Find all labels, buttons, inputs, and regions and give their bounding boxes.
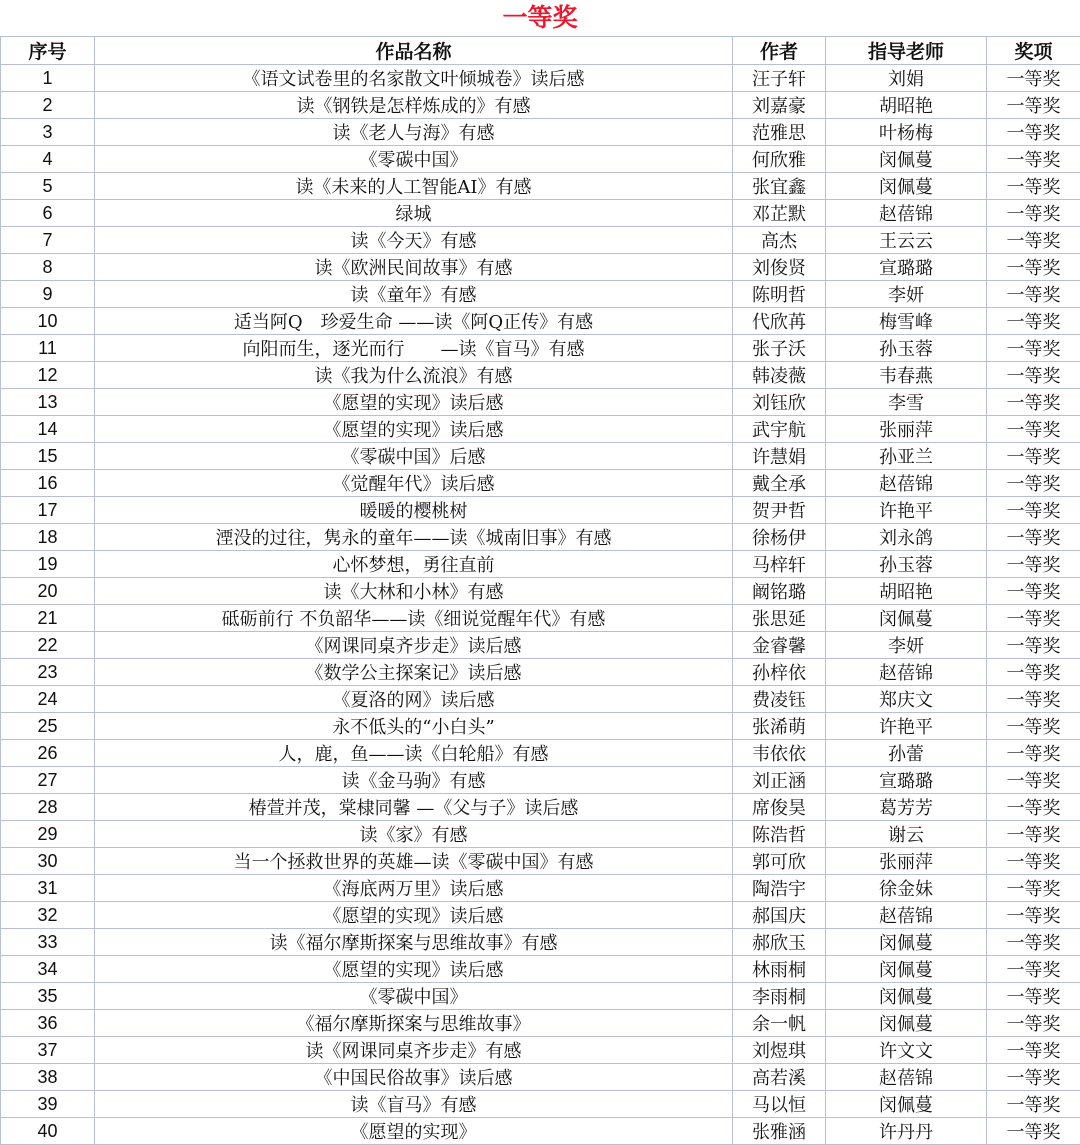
cell-no: 23 bbox=[1, 659, 95, 686]
cell-title: 《愿望的实现》读后感 bbox=[95, 902, 733, 929]
cell-no: 11 bbox=[1, 335, 95, 362]
cell-teacher: 闵佩蔓 bbox=[826, 146, 987, 173]
cell-award: 一等奖 bbox=[987, 92, 1080, 119]
cell-no: 6 bbox=[1, 200, 95, 227]
cell-award: 一等奖 bbox=[987, 497, 1080, 524]
cell-title: 读《钢铁是怎样炼成的》有感 bbox=[95, 92, 733, 119]
table-row bbox=[1, 659, 1080, 686]
table-row bbox=[1, 254, 1080, 281]
table-row bbox=[1, 767, 1080, 794]
cell-author: 张浠萌 bbox=[733, 713, 826, 740]
table-row bbox=[1, 821, 1080, 848]
cell-award: 一等奖 bbox=[987, 848, 1080, 875]
cell-teacher: 闵佩蔓 bbox=[826, 929, 987, 956]
cell-award: 一等奖 bbox=[987, 362, 1080, 389]
table-row bbox=[1, 875, 1080, 902]
cell-teacher: 赵蓓锦 bbox=[826, 902, 987, 929]
cell-no: 34 bbox=[1, 956, 95, 983]
cell-author: 席俊昊 bbox=[733, 794, 826, 821]
cell-author: 刘煜琪 bbox=[733, 1037, 826, 1064]
cell-award: 一等奖 bbox=[987, 281, 1080, 308]
table-row bbox=[1, 470, 1080, 497]
cell-no: 3 bbox=[1, 119, 95, 146]
cell-award: 一等奖 bbox=[987, 1010, 1080, 1037]
cell-award: 一等奖 bbox=[987, 470, 1080, 497]
cell-teacher: 张丽萍 bbox=[826, 848, 987, 875]
cell-no: 37 bbox=[1, 1037, 95, 1064]
cell-title: 读《网课同桌齐步走》有感 bbox=[95, 1037, 733, 1064]
cell-no: 29 bbox=[1, 821, 95, 848]
cell-award: 一等奖 bbox=[987, 578, 1080, 605]
cell-teacher: 许文文 bbox=[826, 1037, 987, 1064]
table-row bbox=[1, 632, 1080, 659]
cell-teacher: 许丹丹 bbox=[826, 1118, 987, 1145]
cell-teacher: 郑庆文 bbox=[826, 686, 987, 713]
cell-title: 《愿望的实现》读后感 bbox=[95, 389, 733, 416]
cell-author: 高杰 bbox=[733, 227, 826, 254]
cell-author: 郝国庆 bbox=[733, 902, 826, 929]
cell-award: 一等奖 bbox=[987, 983, 1080, 1010]
table-row bbox=[1, 983, 1080, 1010]
cell-no: 38 bbox=[1, 1064, 95, 1091]
cell-title: 《愿望的实现》 bbox=[95, 1118, 733, 1145]
cell-no: 17 bbox=[1, 497, 95, 524]
table-row bbox=[1, 200, 1080, 227]
cell-author: 马以恒 bbox=[733, 1091, 826, 1118]
cell-teacher: 张丽萍 bbox=[826, 416, 987, 443]
cell-award: 一等奖 bbox=[987, 254, 1080, 281]
table-row bbox=[1, 551, 1080, 578]
cell-no: 1 bbox=[1, 65, 95, 92]
cell-teacher: 梅雪峰 bbox=[826, 308, 987, 335]
cell-title: 读《金马驹》有感 bbox=[95, 767, 733, 794]
cell-author: 汪子轩 bbox=[733, 65, 826, 92]
cell-author: 张思延 bbox=[733, 605, 826, 632]
cell-no: 35 bbox=[1, 983, 95, 1010]
cell-title: 《夏洛的网》读后感 bbox=[95, 686, 733, 713]
table-row bbox=[1, 1010, 1080, 1037]
cell-award: 一等奖 bbox=[987, 821, 1080, 848]
cell-no: 12 bbox=[1, 362, 95, 389]
cell-title: 《中国民俗故事》读后感 bbox=[95, 1064, 733, 1091]
cell-award: 一等奖 bbox=[987, 875, 1080, 902]
table-row bbox=[1, 956, 1080, 983]
cell-title: 《愿望的实现》读后感 bbox=[95, 416, 733, 443]
cell-teacher: 李妍 bbox=[826, 281, 987, 308]
cell-title: 人，鹿，鱼——读《白轮船》有感 bbox=[95, 740, 733, 767]
table-row bbox=[1, 794, 1080, 821]
cell-title: 读《家》有感 bbox=[95, 821, 733, 848]
cell-title: 《零碳中国》 bbox=[95, 983, 733, 1010]
table-row bbox=[1, 902, 1080, 929]
table-row bbox=[1, 65, 1080, 92]
cell-title: 读《盲马》有感 bbox=[95, 1091, 733, 1118]
cell-author: 刘嘉豪 bbox=[733, 92, 826, 119]
table-row bbox=[1, 713, 1080, 740]
cell-title: 读《老人与海》有感 bbox=[95, 119, 733, 146]
cell-teacher: 闵佩蔓 bbox=[826, 983, 987, 1010]
cell-title: 读《我为什么流浪》有感 bbox=[95, 362, 733, 389]
cell-no: 15 bbox=[1, 443, 95, 470]
cell-teacher: 韦春燕 bbox=[826, 362, 987, 389]
cell-author: 刘钰欣 bbox=[733, 389, 826, 416]
cell-teacher: 赵蓓锦 bbox=[826, 470, 987, 497]
cell-teacher: 李妍 bbox=[826, 632, 987, 659]
cell-author: 刘正涵 bbox=[733, 767, 826, 794]
table-row bbox=[1, 497, 1080, 524]
cell-award: 一等奖 bbox=[987, 1064, 1080, 1091]
cell-title: 《语文试卷里的名家散文叶倾城卷》读后感 bbox=[95, 65, 733, 92]
cell-award: 一等奖 bbox=[987, 686, 1080, 713]
cell-no: 39 bbox=[1, 1091, 95, 1118]
cell-teacher: 孙蕾 bbox=[826, 740, 987, 767]
cell-title: 读《今天》有感 bbox=[95, 227, 733, 254]
cell-title: 适当阿Q 珍爱生命 ——读《阿Q正传》有感 bbox=[95, 308, 733, 335]
cell-teacher: 刘娟 bbox=[826, 65, 987, 92]
cell-award: 一等奖 bbox=[987, 902, 1080, 929]
cell-title: 《零碳中国》 bbox=[95, 146, 733, 173]
cell-no: 13 bbox=[1, 389, 95, 416]
table-row bbox=[1, 92, 1080, 119]
cell-title: 读《童年》有感 bbox=[95, 281, 733, 308]
cell-title: 读《福尔摩斯探案与思维故事》有感 bbox=[95, 929, 733, 956]
cell-author: 武宇航 bbox=[733, 416, 826, 443]
cell-author: 贺尹哲 bbox=[733, 497, 826, 524]
cell-author: 张子沃 bbox=[733, 335, 826, 362]
cell-author: 孙梓依 bbox=[733, 659, 826, 686]
cell-author: 韩凌薇 bbox=[733, 362, 826, 389]
cell-author: 徐杨伊 bbox=[733, 524, 826, 551]
cell-award: 一等奖 bbox=[987, 551, 1080, 578]
cell-title: 向阳而生，逐光而行 —读《盲马》有感 bbox=[95, 335, 733, 362]
table-row bbox=[1, 362, 1080, 389]
cell-no: 18 bbox=[1, 524, 95, 551]
cell-no: 8 bbox=[1, 254, 95, 281]
cell-title: 椿萱并茂，棠棣同馨 —《父与子》读后感 bbox=[95, 794, 733, 821]
cell-no: 28 bbox=[1, 794, 95, 821]
cell-teacher: 徐金妹 bbox=[826, 875, 987, 902]
header-teacher: 指导老师 bbox=[826, 37, 987, 65]
cell-award: 一等奖 bbox=[987, 632, 1080, 659]
cell-no: 36 bbox=[1, 1010, 95, 1037]
cell-award: 一等奖 bbox=[987, 308, 1080, 335]
cell-teacher: 闵佩蔓 bbox=[826, 605, 987, 632]
award-table bbox=[0, 36, 1080, 1145]
cell-teacher: 孙玉蓉 bbox=[826, 551, 987, 578]
cell-author: 代欣苒 bbox=[733, 308, 826, 335]
cell-award: 一等奖 bbox=[987, 794, 1080, 821]
cell-teacher: 李雪 bbox=[826, 389, 987, 416]
cell-title: 《觉醒年代》读后感 bbox=[95, 470, 733, 497]
cell-author: 陶浩宇 bbox=[733, 875, 826, 902]
cell-author: 韦依依 bbox=[733, 740, 826, 767]
cell-title: 《海底两万里》读后感 bbox=[95, 875, 733, 902]
cell-award: 一等奖 bbox=[987, 767, 1080, 794]
table-row bbox=[1, 1118, 1080, 1145]
cell-teacher: 赵蓓锦 bbox=[826, 1064, 987, 1091]
header-row bbox=[1, 37, 1080, 65]
cell-author: 马梓轩 bbox=[733, 551, 826, 578]
cell-author: 陈明哲 bbox=[733, 281, 826, 308]
cell-author: 戴全承 bbox=[733, 470, 826, 497]
cell-award: 一等奖 bbox=[987, 173, 1080, 200]
cell-author: 余一帆 bbox=[733, 1010, 826, 1037]
cell-teacher: 胡昭艳 bbox=[826, 578, 987, 605]
table-row bbox=[1, 1037, 1080, 1064]
cell-teacher: 宣璐璐 bbox=[826, 254, 987, 281]
header-author: 作者 bbox=[733, 37, 826, 65]
cell-teacher: 许艳平 bbox=[826, 497, 987, 524]
cell-no: 10 bbox=[1, 308, 95, 335]
cell-teacher: 宣璐璐 bbox=[826, 767, 987, 794]
cell-title: 暖暖的樱桃树 bbox=[95, 497, 733, 524]
cell-title: 读《大林和小林》有感 bbox=[95, 578, 733, 605]
cell-no: 32 bbox=[1, 902, 95, 929]
table-row bbox=[1, 335, 1080, 362]
table-row bbox=[1, 308, 1080, 335]
cell-teacher: 赵蓓锦 bbox=[826, 200, 987, 227]
header-award: 奖项 bbox=[987, 37, 1080, 65]
cell-award: 一等奖 bbox=[987, 335, 1080, 362]
cell-no: 20 bbox=[1, 578, 95, 605]
cell-award: 一等奖 bbox=[987, 443, 1080, 470]
sheet-title: 一等奖 bbox=[0, 0, 1080, 37]
table-row bbox=[1, 605, 1080, 632]
cell-award: 一等奖 bbox=[987, 200, 1080, 227]
cell-award: 一等奖 bbox=[987, 416, 1080, 443]
cell-no: 33 bbox=[1, 929, 95, 956]
cell-author: 金睿馨 bbox=[733, 632, 826, 659]
cell-teacher: 孙亚兰 bbox=[826, 443, 987, 470]
header-title: 作品名称 bbox=[95, 37, 733, 65]
cell-teacher: 葛芳芳 bbox=[826, 794, 987, 821]
cell-no: 7 bbox=[1, 227, 95, 254]
cell-title: 湮没的过往，隽永的童年——读《城南旧事》有感 bbox=[95, 524, 733, 551]
cell-award: 一等奖 bbox=[987, 1037, 1080, 1064]
cell-no: 5 bbox=[1, 173, 95, 200]
table-row bbox=[1, 227, 1080, 254]
cell-title: 读《欧洲民间故事》有感 bbox=[95, 254, 733, 281]
cell-title: 《数学公主探案记》读后感 bbox=[95, 659, 733, 686]
cell-author: 高若溪 bbox=[733, 1064, 826, 1091]
cell-author: 陈浩哲 bbox=[733, 821, 826, 848]
cell-award: 一等奖 bbox=[987, 929, 1080, 956]
table-row bbox=[1, 146, 1080, 173]
cell-author: 何欣雅 bbox=[733, 146, 826, 173]
cell-award: 一等奖 bbox=[987, 1118, 1080, 1145]
cell-award: 一等奖 bbox=[987, 119, 1080, 146]
cell-no: 27 bbox=[1, 767, 95, 794]
table-row bbox=[1, 578, 1080, 605]
cell-award: 一等奖 bbox=[987, 659, 1080, 686]
cell-no: 25 bbox=[1, 713, 95, 740]
cell-no: 16 bbox=[1, 470, 95, 497]
cell-no: 24 bbox=[1, 686, 95, 713]
cell-author: 费凌钰 bbox=[733, 686, 826, 713]
cell-title: 《网课同桌齐步走》读后感 bbox=[95, 632, 733, 659]
table-row bbox=[1, 443, 1080, 470]
cell-author: 刘俊贤 bbox=[733, 254, 826, 281]
cell-author: 许慧娟 bbox=[733, 443, 826, 470]
cell-author: 郭可欣 bbox=[733, 848, 826, 875]
table-row bbox=[1, 1091, 1080, 1118]
cell-no: 31 bbox=[1, 875, 95, 902]
cell-title: 绿城 bbox=[95, 200, 733, 227]
cell-title: 《零碳中国》后感 bbox=[95, 443, 733, 470]
cell-no: 21 bbox=[1, 605, 95, 632]
cell-award: 一等奖 bbox=[987, 713, 1080, 740]
table-row bbox=[1, 173, 1080, 200]
table-row bbox=[1, 524, 1080, 551]
cell-teacher: 闵佩蔓 bbox=[826, 1010, 987, 1037]
cell-teacher: 闵佩蔓 bbox=[826, 956, 987, 983]
table-row bbox=[1, 416, 1080, 443]
cell-teacher: 叶杨梅 bbox=[826, 119, 987, 146]
cell-no: 19 bbox=[1, 551, 95, 578]
table-row bbox=[1, 1064, 1080, 1091]
cell-no: 40 bbox=[1, 1118, 95, 1145]
cell-award: 一等奖 bbox=[987, 605, 1080, 632]
cell-award: 一等奖 bbox=[987, 389, 1080, 416]
cell-award: 一等奖 bbox=[987, 524, 1080, 551]
cell-author: 张宜鑫 bbox=[733, 173, 826, 200]
cell-no: 14 bbox=[1, 416, 95, 443]
cell-award: 一等奖 bbox=[987, 65, 1080, 92]
table-row bbox=[1, 281, 1080, 308]
cell-author: 张雅涵 bbox=[733, 1118, 826, 1145]
cell-author: 阚铭璐 bbox=[733, 578, 826, 605]
cell-title: 心怀梦想，勇往直前 bbox=[95, 551, 733, 578]
cell-award: 一等奖 bbox=[987, 956, 1080, 983]
cell-no: 30 bbox=[1, 848, 95, 875]
cell-title: 砥砺前行 不负韶华——读《细说觉醒年代》有感 bbox=[95, 605, 733, 632]
cell-author: 林雨桐 bbox=[733, 956, 826, 983]
cell-no: 26 bbox=[1, 740, 95, 767]
table-row bbox=[1, 686, 1080, 713]
cell-title: 读《未来的人工智能AI》有感 bbox=[95, 173, 733, 200]
cell-teacher: 闵佩蔓 bbox=[826, 173, 987, 200]
cell-author: 李雨桐 bbox=[733, 983, 826, 1010]
cell-no: 4 bbox=[1, 146, 95, 173]
cell-title: 永不低头的“小白头” bbox=[95, 713, 733, 740]
cell-title: 《福尔摩斯探案与思维故事》 bbox=[95, 1010, 733, 1037]
table-row bbox=[1, 848, 1080, 875]
cell-teacher: 胡昭艳 bbox=[826, 92, 987, 119]
table-body bbox=[1, 65, 1080, 1145]
cell-teacher: 刘永鸽 bbox=[826, 524, 987, 551]
cell-title: 《愿望的实现》读后感 bbox=[95, 956, 733, 983]
cell-title: 当一个拯救世界的英雄—读《零碳中国》有感 bbox=[95, 848, 733, 875]
cell-author: 邓芷默 bbox=[733, 200, 826, 227]
cell-award: 一等奖 bbox=[987, 227, 1080, 254]
cell-award: 一等奖 bbox=[987, 740, 1080, 767]
cell-award: 一等奖 bbox=[987, 1091, 1080, 1118]
cell-teacher: 王云云 bbox=[826, 227, 987, 254]
cell-teacher: 谢云 bbox=[826, 821, 987, 848]
cell-no: 22 bbox=[1, 632, 95, 659]
cell-author: 郝欣玉 bbox=[733, 929, 826, 956]
cell-award: 一等奖 bbox=[987, 146, 1080, 173]
cell-teacher: 闵佩蔓 bbox=[826, 1091, 987, 1118]
header-no: 序号 bbox=[1, 37, 95, 65]
cell-teacher: 孙玉蓉 bbox=[826, 335, 987, 362]
cell-no: 9 bbox=[1, 281, 95, 308]
table-row bbox=[1, 740, 1080, 767]
table-row bbox=[1, 389, 1080, 416]
cell-teacher: 许艳平 bbox=[826, 713, 987, 740]
table-row bbox=[1, 929, 1080, 956]
cell-no: 2 bbox=[1, 92, 95, 119]
cell-author: 范雅思 bbox=[733, 119, 826, 146]
table-row bbox=[1, 119, 1080, 146]
cell-teacher: 赵蓓锦 bbox=[826, 659, 987, 686]
